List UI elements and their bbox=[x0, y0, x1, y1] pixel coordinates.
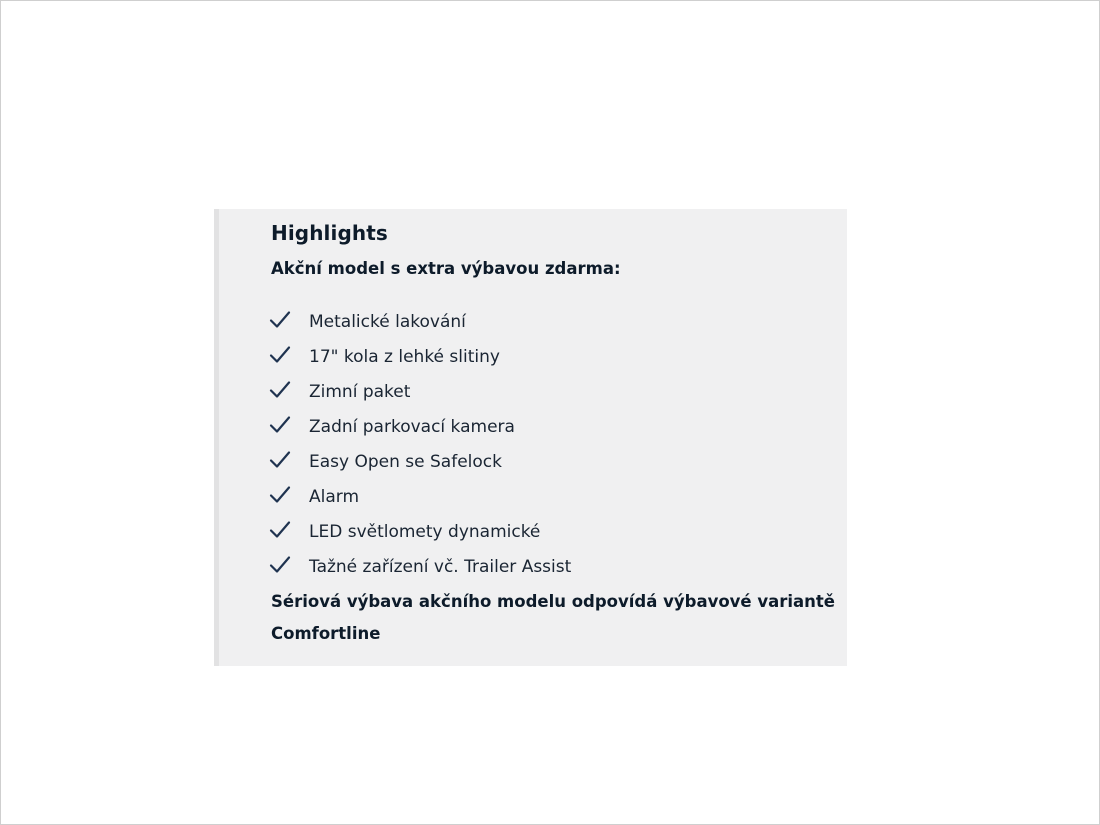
checkmark-icon bbox=[269, 380, 291, 400]
highlights-title: Highlights bbox=[271, 221, 388, 245]
checkmark-icon bbox=[269, 485, 291, 505]
checkmark-icon bbox=[269, 415, 291, 435]
checkmark-icon bbox=[269, 345, 291, 365]
list-item-label: Easy Open se Safelock bbox=[309, 452, 502, 472]
list-item bbox=[269, 480, 571, 515]
checkmark-icon bbox=[269, 520, 291, 540]
checkmark-icon bbox=[269, 555, 291, 575]
list-item bbox=[269, 375, 571, 410]
features-list bbox=[269, 305, 571, 585]
list-item-label: Alarm bbox=[309, 487, 360, 507]
checkmark-icon bbox=[269, 450, 291, 470]
list-item bbox=[269, 305, 571, 340]
standard-equipment-note bbox=[271, 586, 841, 650]
list-item-label: Zimní paket bbox=[309, 382, 411, 402]
list-item-label: Zadní parkovací kamera bbox=[309, 417, 515, 437]
list-item-label: Tažné zařízení vč. Trailer Assist bbox=[309, 557, 572, 577]
checkmark-icon bbox=[269, 310, 291, 330]
list-item bbox=[269, 340, 571, 375]
list-item bbox=[269, 515, 571, 550]
highlights-card bbox=[214, 209, 847, 666]
note-line-2: Comfortline bbox=[271, 624, 381, 643]
list-item-label: LED světlomety dynamické bbox=[309, 522, 541, 542]
list-item bbox=[269, 550, 571, 585]
offer-subtitle: Akční model s extra výbavou zdarma: bbox=[271, 259, 621, 278]
list-item-label: 17" kola z lehké slitiny bbox=[309, 347, 500, 367]
note-line-1: Sériová výbava akčního modelu odpovídá výbavové variantě bbox=[271, 592, 835, 611]
list-item bbox=[269, 445, 571, 480]
list-item bbox=[269, 410, 571, 445]
list-item-label: Metalické lakování bbox=[309, 312, 466, 332]
